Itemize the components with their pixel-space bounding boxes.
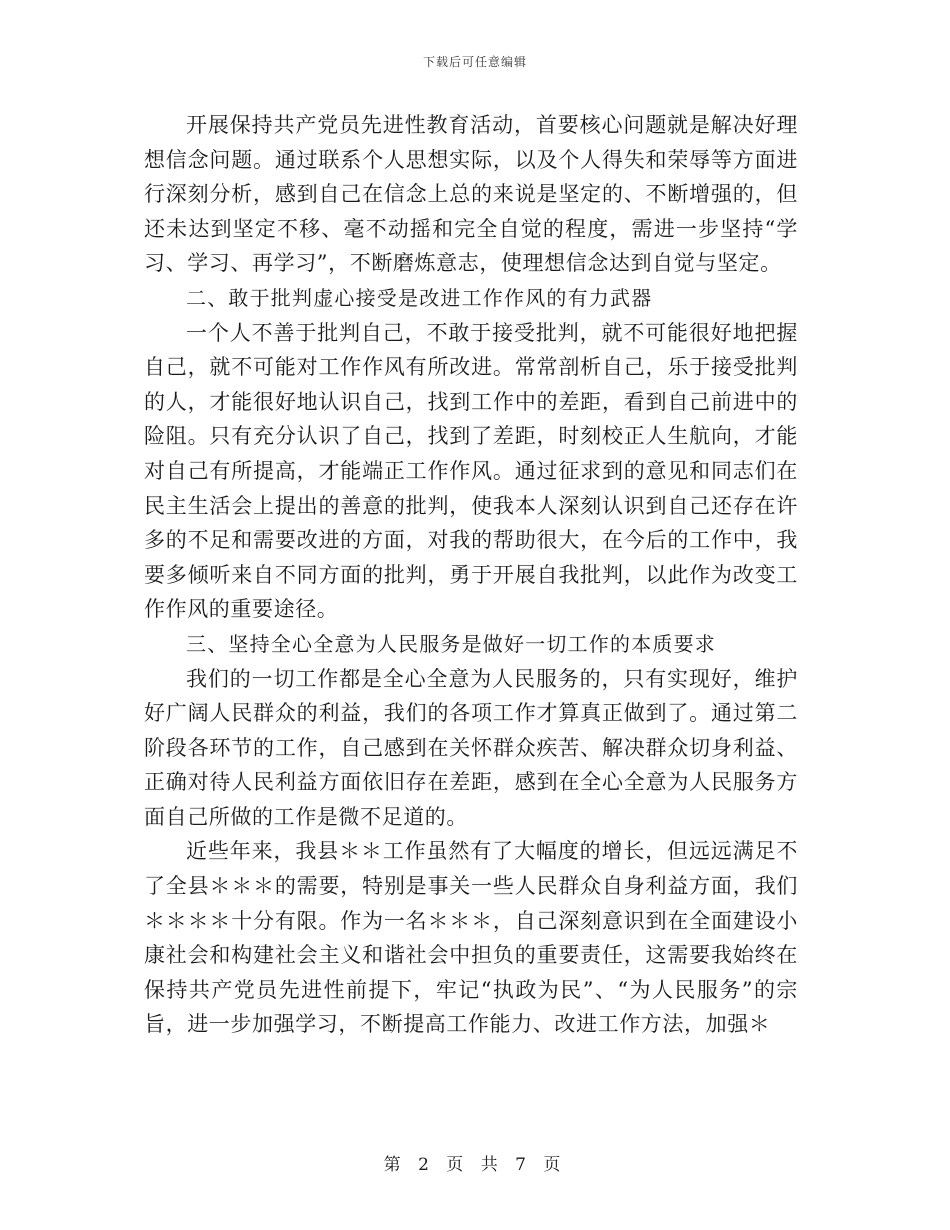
- body-paragraph-2: 一个人不善于批判自己，不敢于接受批判，就不可能很好地把握自己，就不可能对工作作风有所改进。常常剖析自己，乐于接受批判的人，才能很好地认识自己，找到工作中的差距，看到自己前进中的险阻。只有充分认识了自己，找到了差距，时刻校正人生航向，才能对自己有所提高，才能端正工作作风。通过征求到的意见和同志们在民主生活会上提出的善意的批判，使我本人深刻认识到自己还存在许多的不足和需要改进的方面，对我的帮助很大，在今后的工作中，我要多倾听来自不同方面的批判，勇于开展自我批判，以此作为改变工作作风的重要途径。: [144, 320, 798, 622]
- section-heading-2: 二、敢于批判虚心接受是改进工作作风的有力武器: [186, 285, 653, 310]
- document-body: [144, 108, 798, 1042]
- body-paragraph-3: 我们的一切工作都是全心全意为人民服务的，只有实现好，维护好广阔人民群众的利益，我们的各项工作才算真正做到了。通过第二阶段各环节的工作，自己感到在关怀群众疾苦、解决群众切身利益、正确对待人民利益方面依旧存在差距，感到在全心全意为人民服务方面自己所做的工作是微不足道的。: [144, 666, 798, 829]
- body-paragraph-4: 近些年来，我县＊＊工作虽然有了大幅度的增长，但远远满足不了全县＊＊＊的需要，特别是事关一些人民群众自身利益方面，我们＊＊＊＊十分有限。作为一名＊＊＊，自己深刻意识到在全面建设小康社会和构建社会主义和谐社会中担负的重要责任，这需要我始终在保持共产党员先进性前提下，牢记“执政为民”、“为人民服务”的宗旨，进一步加强学习，不断提高工作能力、改进工作方法，加强＊: [144, 839, 798, 1037]
- page-footer: 第 2 页 共 7 页: [383, 1155, 567, 1175]
- section-heading-3: 三、坚持全心全意为人民服务是做好一切工作的本质要求: [186, 631, 716, 656]
- page-header: 下载后可任意编辑: [422, 55, 527, 69]
- body-paragraph-1: 开展保持共产党员先进性教育活动，首要核心问题就是解决好理想信念问题。通过联系个人思想实际，以及个人得失和荣辱等方面进行深刻分析，感到自己在信念上总的来说是坚定的、不断增强的，但还未达到坚定不移、毫不动摇和完全自觉的程度，需进一步坚持“学习、学习、再学习”，不断磨炼意志，使理想信念达到自觉与坚定。: [144, 113, 798, 276]
